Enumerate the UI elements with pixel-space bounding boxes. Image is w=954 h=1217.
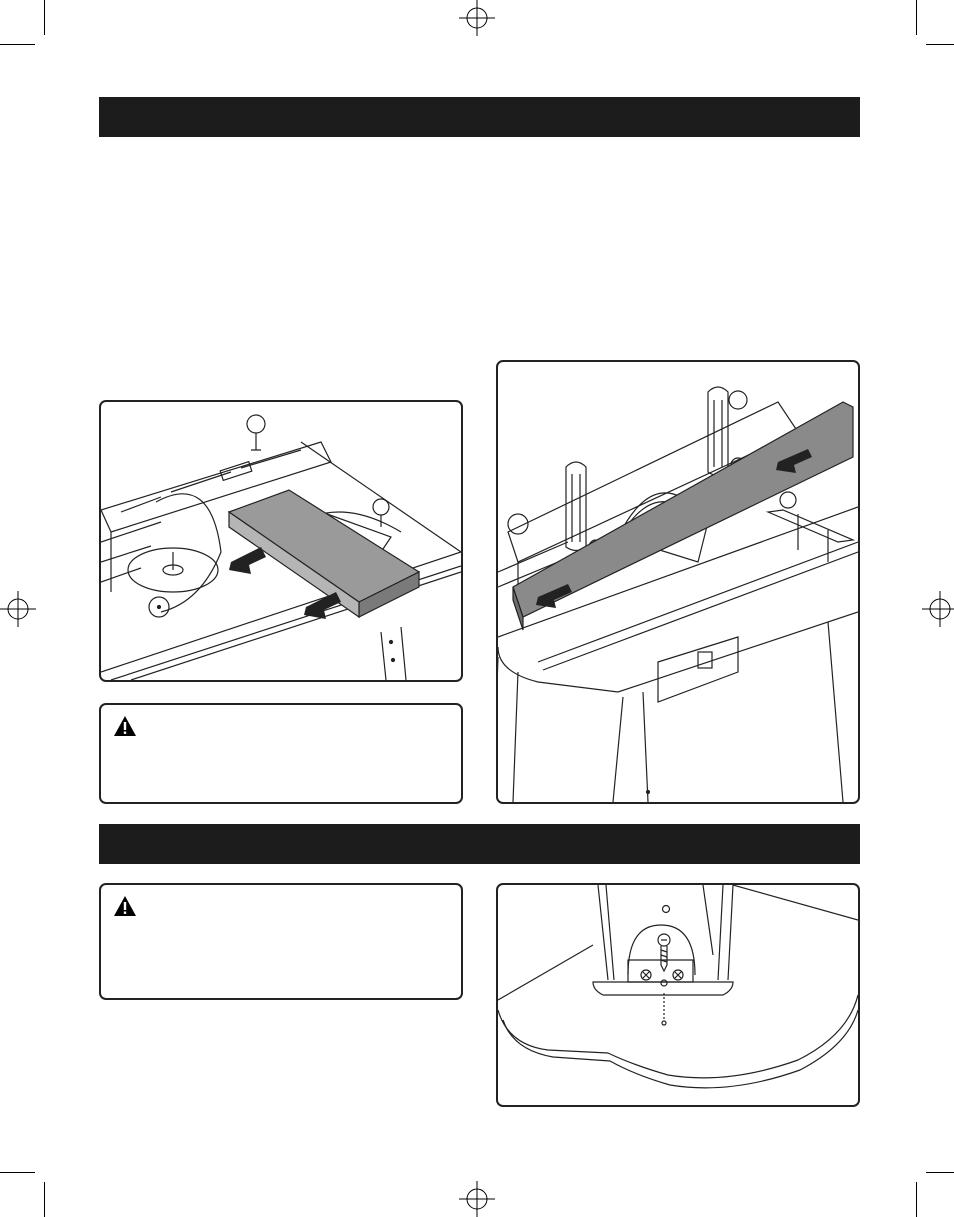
- registration-mark-icon: [922, 591, 954, 627]
- crop-mark: [926, 44, 954, 45]
- warning-triangle-icon: [113, 895, 137, 917]
- section-header-bar: [99, 824, 860, 864]
- router-feed-direction-illustration: [101, 402, 461, 680]
- crop-mark: [44, 1182, 45, 1217]
- crop-mark: [926, 1172, 954, 1173]
- table-leg-mounting-screw-illustration: [498, 885, 858, 1105]
- crop-mark: [0, 44, 35, 45]
- registration-mark-icon: [459, 0, 495, 36]
- warning-box: [99, 703, 463, 804]
- warning-triangle-icon: [113, 715, 137, 737]
- featherboard-table-illustration: [498, 362, 858, 802]
- section-header-bar: [99, 97, 860, 137]
- crop-mark: [44, 0, 45, 35]
- crop-mark: [916, 1182, 917, 1217]
- figure-featherboards: [496, 360, 860, 804]
- warning-box: [99, 883, 463, 1000]
- registration-mark-icon: [459, 1181, 495, 1217]
- crop-mark: [916, 0, 917, 35]
- figure-mounting: [496, 883, 860, 1107]
- registration-mark-icon: [0, 591, 36, 627]
- figure-feed-direction: [99, 400, 463, 682]
- crop-mark: [0, 1172, 35, 1173]
